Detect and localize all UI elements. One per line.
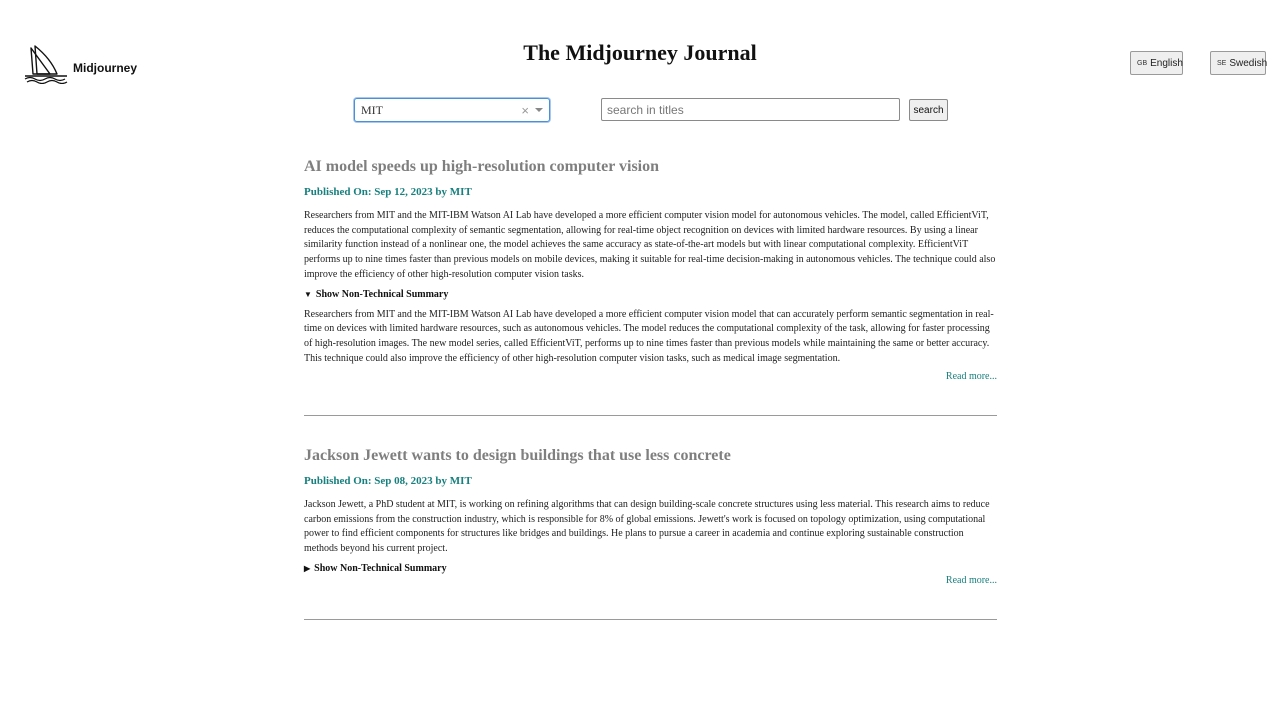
summary-toggle-label: Show Non-Technical Summary	[314, 562, 447, 574]
article-body: Researchers from MIT and the MIT-IBM Watson AI Lab have developed a more efficient computer vision model for autonomous vehicles. The model, called EfficientViT, reduces the computational complexity of semantic segmentation, allowing for real-time object recognition on devices with limited hardware resources. By using a linear similarity function instead of a nonlinear one, the model achieves the same accuracy as state-of-the-art models but with linear computational complexity. EfficientViT performs up to nine times faster than previous models on mobile devices, making it suitable for real-time decision-making in autonomous vehicles. The technique could also improve the efficiency of other high-resolution computer vision tasks.	[304, 210, 996, 280]
article-title[interactable]: Jackson Jewett wants to design buildings that use less concrete	[304, 447, 731, 464]
article-body: Jackson Jewett, a PhD student at MIT, is working on refining algorithms that can design building-scale concrete structures using less material. This research aims to reduce carbon emissions from the construction industry, which is responsible for 8% of global emissions. Jewett's work is focused on topology optimization, using computational power to find efficient components for structures like bridges and buildings. He plans to pursue a career in academia and continue exploring sustainable construction methods beyond his current project.	[304, 499, 990, 555]
se-flag-icon: SE	[1217, 59, 1227, 67]
chevron-down-icon[interactable]	[535, 108, 543, 112]
search-input[interactable]	[601, 98, 900, 121]
non-technical-summary: Researchers from MIT and the MIT-IBM Watson AI Lab have developed a more efficient computer vision model that can accurately perform semantic segmentation in real-time on devices with limited hardware resources, such as autonomous vehicles. The model reduces the computational complexity of the task, allowing for faster processing of high-resolution images. The new model series, called EfficientViT, performs up to nine times faster than previous models while maintaining the same or better accuracy. This technique could also improve the efficiency of other high-resolution computer vision tasks, such as medical image segmentation.	[304, 308, 994, 364]
brand-name: Midjourney	[73, 61, 138, 75]
article-divider	[304, 415, 997, 416]
language-english-label: English	[1150, 57, 1183, 69]
article-title[interactable]: AI model speeds up high-resolution computer vision	[304, 158, 660, 175]
article-meta: Published On: Sep 12, 2023 by MIT	[304, 186, 472, 198]
gb-flag-icon: GB	[1137, 59, 1148, 67]
read-more-link[interactable]: Read more...	[945, 574, 997, 586]
article-card	[304, 446, 997, 588]
article-divider	[304, 619, 997, 620]
article-card	[304, 157, 997, 384]
summary-toggle[interactable]	[304, 288, 997, 302]
language-english-button[interactable]	[1130, 51, 1183, 75]
language-swedish-button[interactable]	[1210, 51, 1266, 75]
language-swedish-label: Swedish	[1229, 57, 1268, 69]
source-select[interactable]	[354, 98, 550, 122]
search-button[interactable]: search	[909, 99, 948, 121]
source-select-value: MIT	[361, 102, 383, 117]
read-more-link[interactable]: Read more...	[945, 371, 997, 383]
clear-icon[interactable]: ×	[521, 102, 529, 118]
summary-toggle-label: Show Non-Technical Summary	[315, 288, 449, 300]
article-meta: Published On: Sep 08, 2023 by MIT	[304, 475, 472, 487]
triangle-right-icon: ▶	[304, 563, 311, 573]
triangle-down-icon: ▼	[304, 289, 312, 299]
site-title: The Midjourney Journal	[523, 40, 757, 65]
